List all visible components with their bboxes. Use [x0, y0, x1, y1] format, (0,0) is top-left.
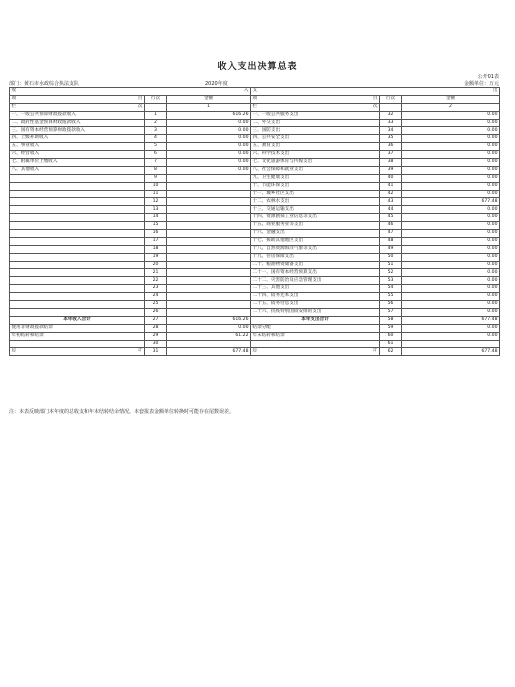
income-amount-cell — [167, 230, 251, 238]
income-line-cell: 21 — [145, 269, 167, 277]
expense-line-cell: 39 — [380, 166, 402, 174]
expense-item-cell — [251, 340, 380, 348]
table-body — [10, 88, 500, 356]
income-line-cell: 9 — [145, 174, 167, 182]
expense-col-number: 2 — [402, 103, 500, 111]
income-item-cell — [10, 182, 145, 190]
table-row — [10, 166, 500, 174]
income-line-cell: 29 — [145, 332, 167, 340]
expense-line-cell: 33 — [380, 119, 402, 127]
table-row — [10, 214, 500, 222]
income-amount-cell — [167, 182, 251, 190]
income-line-cell: 27 — [145, 316, 167, 324]
income-line-cell: 7 — [145, 159, 167, 167]
income-line-header: 行次 — [145, 95, 167, 103]
table-row — [10, 151, 500, 159]
expense-line-cell: 36 — [380, 143, 402, 151]
income-item-cell: 年初结转和结余 — [10, 332, 145, 340]
expense-line-cell: 58 — [380, 316, 402, 324]
expense-item-header: 项 目 — [251, 95, 380, 103]
expense-amount-cell: 0.00 — [402, 230, 500, 238]
income-amount-cell — [167, 174, 251, 182]
expense-line-cell: 38 — [380, 159, 402, 167]
expense-line-cell: 44 — [380, 206, 402, 214]
income-line-cell: 30 — [145, 340, 167, 348]
expense-item-cell: 十一、城乡社区支出 — [251, 190, 380, 198]
income-line-cell: 10 — [145, 182, 167, 190]
expense-amount-cell: 0.00 — [402, 237, 500, 245]
income-item-cell — [10, 214, 145, 222]
income-amount-cell: 0.00 — [167, 166, 251, 174]
expense-line-cell: 32 — [380, 111, 402, 119]
expense-line-cell: 57 — [380, 308, 402, 316]
income-amount-cell — [167, 261, 251, 269]
expense-line-cell: 55 — [380, 293, 402, 301]
income-line-cell: 16 — [145, 230, 167, 238]
expense-line-cell: 54 — [380, 285, 402, 293]
income-line-cell: 8 — [145, 166, 167, 174]
table-row — [10, 301, 500, 309]
expense-line-cell: 60 — [380, 332, 402, 340]
expense-amount-cell: 0.00 — [402, 151, 500, 159]
table-row — [10, 285, 500, 293]
expense-item-cell: 二十一、国有资本经营预算支出 — [251, 269, 380, 277]
income-item-header: 项 目 — [10, 95, 145, 103]
expense-amount-cell: 0.00 — [402, 293, 500, 301]
income-line-cell: 23 — [145, 285, 167, 293]
income-amount-cell — [167, 293, 251, 301]
income-amount-cell: 0.00 — [167, 143, 251, 151]
income-item-cell: 四、上级补助收入 — [10, 135, 145, 143]
form-number: 公开01表 — [477, 74, 499, 80]
expense-line-cell: 61 — [380, 340, 402, 348]
expense-item-cell: 二、外交支出 — [251, 119, 380, 127]
table-row — [10, 111, 500, 119]
income-item-cell — [10, 340, 145, 348]
income-amount-cell: 61.22 — [167, 332, 251, 340]
fiscal-year: 2020年度 — [205, 81, 228, 87]
expense-item-cell: 二十三、其他支出 — [251, 285, 380, 293]
expense-line-cell: 34 — [380, 127, 402, 135]
expense-item-cell: 年末结转和结余 — [251, 332, 380, 340]
department-label: 部门：黄石市水政综合执法支队 — [9, 81, 80, 87]
table-row — [10, 222, 500, 230]
table-row — [10, 245, 500, 253]
income-item-cell — [10, 230, 145, 238]
expense-line-cell: 45 — [380, 214, 402, 222]
income-amount-cell: 0.00 — [167, 127, 251, 135]
income-line-cell: 4 — [145, 135, 167, 143]
table-row — [10, 277, 500, 285]
table-row — [10, 324, 500, 332]
expense-amount-cell: 677.48 — [402, 198, 500, 206]
income-item-cell — [10, 301, 145, 309]
income-item-cell — [10, 285, 145, 293]
income-item-cell — [10, 293, 145, 301]
expense-amount-cell: 0.00 — [402, 308, 500, 316]
expense-amount-cell: 0.00 — [402, 222, 500, 230]
expense-item-cell: 六、科学技术支出 — [251, 151, 380, 159]
income-amount-cell — [167, 340, 251, 348]
table-row — [10, 198, 500, 206]
expense-line-cell: 46 — [380, 222, 402, 230]
table-row — [10, 182, 500, 190]
income-line-cell: 5 — [145, 143, 167, 151]
income-line-cell: 12 — [145, 198, 167, 206]
expense-column-header: 栏 次 — [251, 103, 380, 111]
expense-item-cell: 十四、资源勘探工业信息等支出 — [251, 214, 380, 222]
income-line-cell: 28 — [145, 324, 167, 332]
income-item-cell: 七、附属单位上缴收入 — [10, 159, 145, 167]
income-amount-cell — [167, 190, 251, 198]
expense-item-cell: 八、社会保障和就业支出 — [251, 166, 380, 174]
expense-line-cell: 35 — [380, 135, 402, 143]
expense-item-cell: 十三、交通运输支出 — [251, 206, 380, 214]
income-amount-cell — [167, 206, 251, 214]
expense-item-cell: 二十四、债务还本支出 — [251, 293, 380, 301]
expense-amount-cell: 0.00 — [402, 214, 500, 222]
expense-amount-cell: 0.00 — [402, 301, 500, 309]
income-amount-cell — [167, 222, 251, 230]
income-amount-cell — [167, 277, 251, 285]
expense-line-cell: 43 — [380, 198, 402, 206]
table-row — [10, 332, 500, 340]
income-item-cell — [10, 198, 145, 206]
expense-amount-cell: 0.00 — [402, 119, 500, 127]
income-line-cell: 14 — [145, 214, 167, 222]
expense-amount-cell: 0.00 — [402, 277, 500, 285]
income-amount-cell — [167, 308, 251, 316]
expense-item-cell: 十七、援助其他地区支出 — [251, 237, 380, 245]
expense-amount-cell: 0.00 — [402, 332, 500, 340]
income-amount-cell — [167, 301, 251, 309]
header-row-2 — [10, 95, 500, 103]
expense-item-cell: 十二、农林水支出 — [251, 198, 380, 206]
income-line-cell: 25 — [145, 301, 167, 309]
income-col-number: 1 — [167, 103, 251, 111]
expense-item-cell: 本年支出合计 — [251, 316, 380, 324]
expense-amount-cell: 0.00 — [402, 111, 500, 119]
income-amount-cell — [167, 245, 251, 253]
expense-line-cell: 53 — [380, 277, 402, 285]
table-row — [10, 293, 500, 301]
table-row — [10, 135, 500, 143]
income-line-cell: 17 — [145, 237, 167, 245]
table-row — [10, 253, 500, 261]
income-line-cell: 19 — [145, 253, 167, 261]
table-row — [10, 237, 500, 245]
income-item-cell: 使用非财政拨款结余 — [10, 324, 145, 332]
amount-unit: 金额单位：万元 — [463, 81, 499, 87]
table-row — [10, 230, 500, 238]
income-line-cell: 18 — [145, 245, 167, 253]
expense-amount-cell: 0.00 — [402, 253, 500, 261]
table-row — [10, 190, 500, 198]
income-line-cell: 20 — [145, 261, 167, 269]
expense-amount-cell: 0.00 — [402, 135, 500, 143]
expense-item-cell: 结余分配 — [251, 324, 380, 332]
expense-amount-cell: 0.00 — [402, 324, 500, 332]
expense-line-cell: 41 — [380, 182, 402, 190]
income-item-cell — [10, 237, 145, 245]
income-line-cell: 11 — [145, 190, 167, 198]
income-item-cell: 本年收入合计 — [10, 316, 145, 324]
grand-total-row — [10, 348, 500, 356]
expense-item-cell: 二十六、抗疫特别国债安排的支出 — [251, 308, 380, 316]
income-group-header: 收 入 — [10, 88, 251, 96]
expense-line-cell: 56 — [380, 301, 402, 309]
income-line-cell: 24 — [145, 293, 167, 301]
income-item-cell — [10, 269, 145, 277]
expense-item-cell: 二十五、债务付息支出 — [251, 301, 380, 309]
income-item-cell: 五、事业收入 — [10, 143, 145, 151]
expense-line-cell: 50 — [380, 253, 402, 261]
expense-amount-cell: 0.00 — [402, 127, 500, 135]
income-amount-cell: 0.00 — [167, 135, 251, 143]
expense-amount-cell: 677.48 — [402, 316, 500, 324]
income-line-cell: 22 — [145, 277, 167, 285]
expense-item-cell: 十、节能环保支出 — [251, 182, 380, 190]
expense-amount-cell: 0.00 — [402, 206, 500, 214]
income-amount-cell: 616.26 — [167, 316, 251, 324]
expense-item-cell: 十九、住房保障支出 — [251, 253, 380, 261]
income-grand-total-amount: 677.48 — [167, 348, 251, 356]
income-amount-cell: 0.00 — [167, 119, 251, 127]
table-row — [10, 119, 500, 127]
income-item-cell: 六、经营收入 — [10, 151, 145, 159]
expense-grand-total-label: 总 计 — [251, 348, 380, 356]
table-row — [10, 206, 500, 214]
expense-amount-cell: 0.00 — [402, 174, 500, 182]
expense-amount-header: 金额 — [402, 95, 500, 103]
report-title: 收入支出决算总表 — [217, 62, 298, 72]
income-line-cell: 26 — [145, 308, 167, 316]
income-column-header: 栏 次 — [10, 103, 145, 111]
expense-item-cell: 九、卫生健康支出 — [251, 174, 380, 182]
income-line-cell: 6 — [145, 151, 167, 159]
expense-item-cell: 二十、粮油物资储备支出 — [251, 261, 380, 269]
expense-line-cell: 37 — [380, 151, 402, 159]
expense-amount-cell: 0.00 — [402, 166, 500, 174]
expense-item-cell: 一、一般公共服务支出 — [251, 111, 380, 119]
expense-line-cell: 48 — [380, 237, 402, 245]
income-amount-cell: 0.00 — [167, 151, 251, 159]
expense-amount-cell: 0.00 — [402, 159, 500, 167]
income-amount-cell: 616.26 — [167, 111, 251, 119]
income-amount-cell: 0.00 — [167, 159, 251, 167]
expense-line-blank — [380, 103, 402, 111]
income-item-cell — [10, 277, 145, 285]
income-item-cell: 一、一般公共预算财政拨款收入 — [10, 111, 145, 119]
table-row — [10, 261, 500, 269]
income-amount-cell — [167, 237, 251, 245]
expense-item-cell: 二十二、灾害防治及应急管理支出 — [251, 277, 380, 285]
expense-line-cell: 52 — [380, 269, 402, 277]
expense-amount-cell: 0.00 — [402, 285, 500, 293]
expense-item-cell: 十八、自然资源海洋气象等支出 — [251, 245, 380, 253]
expense-line-cell: 47 — [380, 230, 402, 238]
income-item-cell — [10, 190, 145, 198]
expense-item-cell: 五、教育支出 — [251, 143, 380, 151]
table-row — [10, 159, 500, 167]
expense-item-cell: 十五、商业服务业等支出 — [251, 222, 380, 230]
expense-item-cell: 七、文化旅游体育与传媒支出 — [251, 159, 380, 167]
table-row — [10, 340, 500, 348]
expense-item-cell: 四、公共安全支出 — [251, 135, 380, 143]
income-line-cell: 1 — [145, 111, 167, 119]
income-amount-cell — [167, 253, 251, 261]
expense-grand-total-line: 62 — [380, 348, 402, 356]
header-row-3 — [10, 103, 500, 111]
footnote: 注：本表反映部门本年度的总收支和年末结转结余情况。本套报表金额单位转换时可能存在尾数误差。 — [9, 409, 235, 415]
income-item-cell — [10, 308, 145, 316]
expense-line-cell: 59 — [380, 324, 402, 332]
income-amount-cell — [167, 269, 251, 277]
expense-amount-cell: 0.00 — [402, 182, 500, 190]
income-amount-cell — [167, 198, 251, 206]
header-row-1 — [10, 88, 500, 96]
expense-amount-cell — [402, 340, 500, 348]
expense-line-cell: 49 — [380, 245, 402, 253]
income-amount-header: 金额 — [167, 95, 251, 103]
expense-item-cell: 三、国防支出 — [251, 127, 380, 135]
income-item-cell: 八、其他收入 — [10, 166, 145, 174]
income-line-cell: 3 — [145, 127, 167, 135]
expense-amount-cell: 0.00 — [402, 143, 500, 151]
income-grand-total-line: 31 — [145, 348, 167, 356]
expense-group-header: 支 出 — [251, 88, 500, 96]
income-item-cell — [10, 222, 145, 230]
expense-line-header: 行次 — [380, 95, 402, 103]
income-amount-cell — [167, 285, 251, 293]
table-row — [10, 308, 500, 316]
income-line-cell: 2 — [145, 119, 167, 127]
income-line-cell: 13 — [145, 206, 167, 214]
table-row — [10, 269, 500, 277]
income-line-cell: 15 — [145, 222, 167, 230]
income-line-blank — [145, 103, 167, 111]
income-item-cell — [10, 174, 145, 182]
income-item-cell — [10, 245, 145, 253]
income-item-cell — [10, 206, 145, 214]
income-grand-total-label: 总 计 — [10, 348, 145, 356]
expense-grand-total-amount: 677.48 — [402, 348, 500, 356]
expense-amount-cell: 0.00 — [402, 245, 500, 253]
expense-line-cell: 40 — [380, 174, 402, 182]
expense-item-cell: 十六、金融支出 — [251, 230, 380, 238]
summary-table — [9, 87, 500, 356]
income-item-cell: 三、国有资本经营预算财政拨款收入 — [10, 127, 145, 135]
total-row — [10, 316, 500, 324]
expense-line-cell: 51 — [380, 261, 402, 269]
table-row — [10, 127, 500, 135]
expense-amount-cell: 0.00 — [402, 261, 500, 269]
income-amount-cell: 0.00 — [167, 324, 251, 332]
income-amount-cell — [167, 214, 251, 222]
expense-amount-cell: 0.00 — [402, 269, 500, 277]
income-item-cell — [10, 253, 145, 261]
table-row — [10, 143, 500, 151]
expense-line-cell: 42 — [380, 190, 402, 198]
income-item-cell — [10, 261, 145, 269]
table-row — [10, 174, 500, 182]
expense-amount-cell: 0.00 — [402, 190, 500, 198]
income-item-cell: 二、政府性基金预算财政拨款收入 — [10, 119, 145, 127]
